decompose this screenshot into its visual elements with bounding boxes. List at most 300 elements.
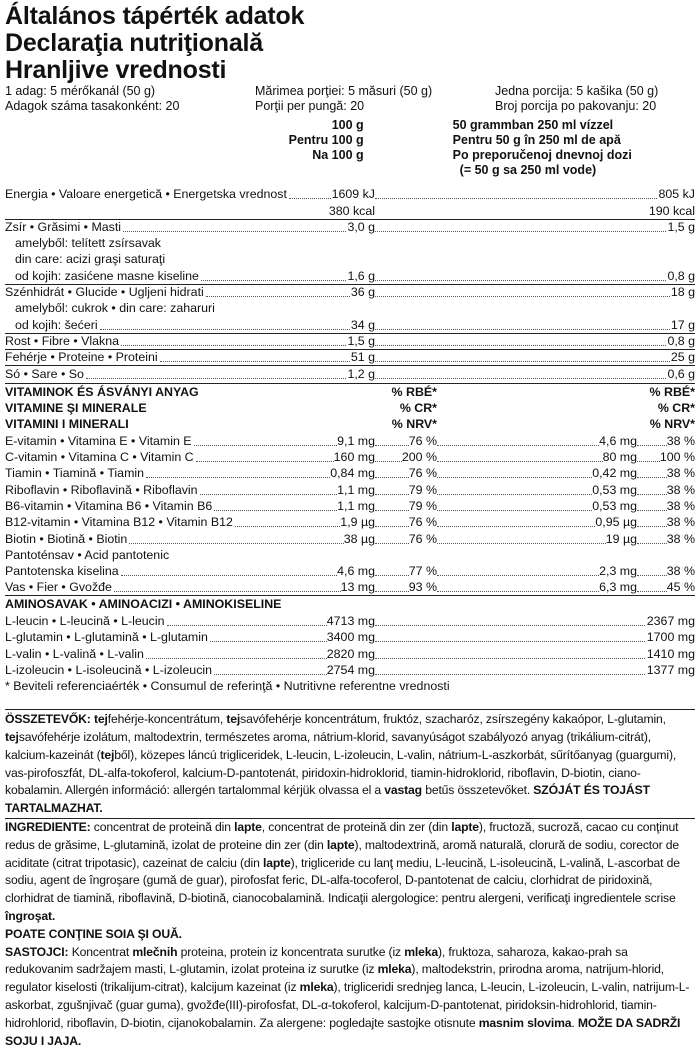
nutrient-right <box>375 366 695 382</box>
leader <box>637 494 667 495</box>
serving-row-1 <box>5 84 695 99</box>
ingredients-hu-text: savófehérje koncentrátum, fruktóz, szacharóz, zsírszegény kakaópor, L-glutamin, <box>240 712 666 727</box>
amino-value-100g: 2820 mg <box>326 646 375 661</box>
leader <box>146 477 330 478</box>
vitamin-header-rda: % NRV* <box>649 417 695 432</box>
nutrient-value-serving: 0,8 g <box>667 333 695 348</box>
vitamin-label: Pantotenska kiselina <box>5 564 119 579</box>
vitamin-row <box>5 481 695 497</box>
ingredients-sr <box>5 944 695 1051</box>
leader <box>637 477 667 478</box>
ingredients-hu-allergen: tej <box>5 730 19 744</box>
leader <box>123 231 346 232</box>
ingredients-hu-allergen: tej <box>226 712 241 727</box>
nutrient-left <box>5 300 375 316</box>
serving-size-ro: Mărimea porţiei: 5 măsuri (50 g) <box>255 84 433 98</box>
nutrient-value-100g: 3,0 g <box>347 219 375 234</box>
leader <box>375 674 645 675</box>
vitamin-pct-100g: 79 % <box>408 498 437 513</box>
vitamin-right <box>437 531 695 547</box>
nutrient-left <box>5 349 375 365</box>
vitamin-row <box>5 579 695 595</box>
leader <box>375 477 409 478</box>
nutrient-label: Só • Sare • So <box>5 366 84 381</box>
leader <box>206 296 350 297</box>
vitamin-rda-100g <box>375 482 437 498</box>
amino-right <box>375 613 695 629</box>
title-sr: Hranljive vrednosti <box>5 56 227 84</box>
vitamin-right <box>437 482 695 498</box>
nutrient-label: Rost • Fibre • Vlakna <box>5 333 120 348</box>
vitamin-left <box>5 579 375 595</box>
vitamin-header-rda: % CR* <box>399 400 437 415</box>
vitamin-pct-serving: 38 % <box>666 466 695 481</box>
vitamin-header-rda: % CR* <box>657 400 695 415</box>
nutrient-row <box>5 219 695 235</box>
nutrient-left <box>5 366 375 382</box>
leader <box>637 591 667 592</box>
title-hu: Általános tápérték adatok <box>5 2 305 30</box>
ingredients-sr-text: ), maltodekstrin, prirodna aroma, natrijum-hlorid, regulator kiselosti (trikalijum-citrat), kalcijum kazeinat (iz <box>5 962 665 995</box>
column-header <box>5 118 695 178</box>
vitamin-pct-serving: 100 % <box>659 450 695 465</box>
leader <box>375 198 657 199</box>
leader <box>637 445 667 446</box>
nutrient-left <box>5 219 375 235</box>
vitamin-rda-100g <box>375 531 437 547</box>
amino-value-serving: 1377 mg <box>646 662 695 677</box>
vitamin-row <box>5 432 695 448</box>
leader <box>114 591 341 592</box>
ingredients-hu-allergen: tej <box>93 712 108 727</box>
vitamin-table <box>5 432 695 595</box>
nutrient-value-serving: 25 g <box>670 350 695 365</box>
nutrient-right <box>375 186 695 202</box>
ingredients-sr-allergen: MOŽE DA SADRŽI SOJU I JAJA. <box>5 1015 681 1048</box>
vitamin-pct-100g: 200 % <box>401 450 437 465</box>
vitamin-value-serving: 0,42 mg <box>592 466 637 481</box>
nutrient-left <box>5 186 375 202</box>
leader <box>375 445 409 446</box>
ingredients-ro-allergen: lapte <box>326 837 355 852</box>
nutrient-row <box>5 202 695 218</box>
nutrient-value-serving: 1,5 g <box>667 219 695 234</box>
leader <box>375 461 402 462</box>
nutrient-label: din care: acizi graşi saturaţi <box>15 252 166 267</box>
nutrient-right <box>375 349 695 365</box>
vitamin-value-100g: 1,1 mg <box>337 498 375 513</box>
leader <box>637 510 667 511</box>
leader <box>637 579 695 595</box>
vitamin-value-serving: 6,3 mg <box>599 580 637 595</box>
leader <box>637 449 695 465</box>
leader <box>375 575 409 576</box>
ingredients-ro-text: ), trigliceride cu lanţ mediu, L-leucină, L-isoleucină, L-valină, L-ascorbat de sodiu, agent de îngroşare (gumă de guar), pirofosfat feric, DL-alfa-tocoferol, D-pantotenat de calciu, clorhidrat de piridoxină, clorhidrat de tiamină, riboflavină, D-biotină, cianocobalamină. Indicaţii alergologice: pentru alergeni, verificaţi ingredientele scrise <box>5 855 680 906</box>
vitamin-header-row <box>5 400 695 416</box>
vitamin-value-serving: 2,3 mg <box>599 564 637 579</box>
vitamin-pct-serving: 38 % <box>666 564 695 579</box>
vitamin-left <box>5 563 375 579</box>
ingredients-sr-text: proteina, protein iz koncentrata surutke (iz <box>177 944 405 959</box>
leader <box>375 625 645 626</box>
vitamin-right <box>437 449 695 465</box>
nutrient-label: od kojih: zasićene masne kiseline <box>15 268 199 283</box>
vitamin-header-label: VITAMINOK ÉS ÁSVÁNYI ANYAG <box>5 384 199 399</box>
amino-left <box>5 646 375 662</box>
vitamin-left <box>5 433 375 449</box>
leader <box>637 433 695 449</box>
leader <box>437 494 592 495</box>
vitamin-label: B6-vitamin • Vitamina B6 • Vitamin B6 <box>5 498 213 513</box>
amino-value-serving: 2367 mg <box>646 614 695 629</box>
serving-size-hu: 1 adag: 5 mérőkanál (50 g) <box>5 84 156 98</box>
nutrient-value-100g: 1609 kJ <box>331 187 375 202</box>
ingredients-ro-allergen: POATE CONŢINE SOIA ŞI OUĂ. <box>5 926 182 941</box>
vitamin-pct-100g: 93 % <box>408 580 437 595</box>
ingredients-hu-allergen: SZÓJÁT ÉS TOJÁST TARTALMAZHAT. <box>5 783 650 816</box>
nutrient-value-100g: 1,5 g <box>347 333 375 348</box>
nutrient-row <box>5 365 695 381</box>
nutrient-right <box>375 203 695 219</box>
leader <box>289 198 331 199</box>
vitamin-header <box>5 384 695 433</box>
nutrient-row <box>5 316 695 332</box>
leader <box>121 345 346 346</box>
ingredients-sr-text: ), fruktoza, saharoza, kakao-prah sa redukovanim sadržajem masti, L-glutamin, izolat proteina iz surutke (iz <box>5 944 628 977</box>
nutrient-row <box>5 349 695 365</box>
nutrient-value-serving: 0,6 g <box>667 366 695 381</box>
leader <box>637 514 695 530</box>
vitamin-rda-100g <box>375 449 437 465</box>
nutrient-right <box>375 317 695 333</box>
nutrient-right <box>375 284 695 300</box>
ingredients-ro <box>5 819 695 926</box>
vitamin-pct-100g: 77 % <box>408 564 437 579</box>
vitamin-label: Biotin • Biotină • Biotin <box>5 531 128 546</box>
vitamin-value-serving: 0,95 µg <box>595 515 637 530</box>
vitamin-label: Tiamin • Tiamină • Tiamin <box>5 466 145 481</box>
amino-label: L-valin • L-valină • L-valin <box>5 646 144 661</box>
ingredients-ro-text: , concentrat de proteină din zer (din <box>261 819 452 834</box>
ingredients-sr-allergen: SASTOJCI: <box>5 944 72 959</box>
vitamin-header-rda: % RBÉ* <box>391 384 437 399</box>
vitamin-value-100g: 1,1 mg <box>337 482 375 497</box>
nutrient-table <box>5 186 695 382</box>
vitamin-row <box>5 514 695 530</box>
nutrient-value-100g: 36 g <box>350 285 375 300</box>
nutrient-value-serving: 17 g <box>670 317 695 332</box>
vitamin-right <box>437 579 695 595</box>
leader <box>637 461 660 462</box>
vitamin-pct-100g: 76 % <box>408 466 437 481</box>
vitamin-label: B12-vitamin • Vitamina B12 • Vitamin B12 <box>5 515 233 530</box>
ingredients-ro-allergen: îngroşat. <box>5 908 56 923</box>
ingredients-ro-allergen: INGREDIENTE: <box>5 819 94 834</box>
amino-row <box>5 645 695 661</box>
amino-row <box>5 629 695 645</box>
vitamin-left <box>5 547 375 563</box>
leader <box>121 575 337 576</box>
ingredients-hu-text: betűs összetevőket. <box>421 783 534 798</box>
vitamin-pct-100g: 79 % <box>408 482 437 497</box>
servings-per-pack-sr: Broj porcija po pakovanju: 20 <box>495 99 657 113</box>
nutrient-value-serving: 18 g <box>670 285 695 300</box>
ingredients-ro-text: ), maltodextrină, aromă naturală, clorură de sodiu, corector de aciditate (citrat tripotasic), cazeinat de calciu (din <box>5 837 680 870</box>
vitamin-header-row <box>5 416 695 432</box>
amino-label: L-leucin • L-leucină • L-leucin <box>5 614 165 629</box>
vitamin-rda-100g <box>375 433 437 449</box>
vitamin-left <box>5 514 375 530</box>
ingredients-sr-allergen: mlečnih <box>132 944 178 959</box>
vitamin-label: C-vitamin • Vitamina C • Vitamin C <box>5 450 194 465</box>
ingredients-hu-text: savófehérje izolátum, maltodextrin, természetes aroma, nátrium-klorid, savanyúságot szabályozó anyag (trikálium-citrát), kalcium-kazeinát ( <box>5 730 652 762</box>
vitamin-value-serving: 19 µg <box>605 531 637 546</box>
amino-right <box>375 662 695 678</box>
ingredients-sr-text: . <box>571 1015 578 1030</box>
ingredients-hu-allergen: vastag <box>384 783 422 798</box>
leader <box>86 378 347 379</box>
ingredients-block <box>5 709 695 1050</box>
ingredients-ro-allergen: lapte <box>234 819 262 834</box>
amino-value-serving: 1410 mg <box>646 646 695 661</box>
nutrient-row <box>5 300 695 316</box>
vitamin-value-100g: 4,6 mg <box>337 564 375 579</box>
servings-per-pack-hu: Adagok száma tasakonként: 20 <box>5 99 180 113</box>
vitamin-value-100g: 160 mg <box>333 450 375 465</box>
amino-label: L-izoleucin • L-isoleucină • L-izoleucin <box>5 662 213 677</box>
amino-value-serving: 1700 mg <box>646 630 695 645</box>
leader <box>235 526 340 527</box>
leader <box>437 543 606 544</box>
title-block <box>5 0 695 84</box>
ingredients-ro-text: concentrat de proteină din <box>93 819 235 834</box>
leader <box>437 461 603 462</box>
amino-row <box>5 613 695 629</box>
vitamin-header-rda: % NRV* <box>391 417 437 432</box>
amino-label: L-glutamin • L-glutamină • L-glutamin <box>5 630 208 645</box>
vitamin-value-100g: 9,1 mg <box>337 433 375 448</box>
vitamin-left <box>5 449 375 465</box>
vitamin-value-serving: 80 mg <box>602 450 637 465</box>
nutrient-left <box>5 251 375 267</box>
leader <box>437 445 599 446</box>
leader <box>196 461 334 462</box>
vitamin-rda-100g <box>375 498 437 514</box>
column-header-per-serving: 50 grammban 250 ml vízzel Pentru 50 g în 250 ml de apă Po preporučenoj dnevnoj dozi (= 50 g sa 250 ml vode) <box>452 118 632 177</box>
leader <box>375 658 645 659</box>
vitamin-pct-serving: 45 % <box>666 580 695 595</box>
vitamin-row <box>5 449 695 465</box>
serving-size-sr: Jedna porcija: 5 kašika (50 g) <box>495 84 659 98</box>
servings-per-pack-ro: Porţii per pungă: 20 <box>255 99 365 113</box>
vitamin-row <box>5 530 695 546</box>
leader <box>637 482 695 498</box>
leader <box>100 329 350 330</box>
vitamin-label: Riboflavin • Riboflavină • Riboflavin <box>5 482 198 497</box>
leader <box>375 510 409 511</box>
vitamin-pct-100g: 76 % <box>408 515 437 530</box>
vitamin-pct-serving: 38 % <box>666 531 695 546</box>
nutrient-row <box>5 186 695 202</box>
vitamin-value-serving: 4,6 mg <box>599 433 637 448</box>
ingredients-hu-allergen: tej <box>100 747 115 762</box>
nutrient-label: Zsír • Grăsimi • Masti <box>5 219 122 234</box>
nutrient-row <box>5 251 695 267</box>
leader <box>375 591 409 592</box>
vitamin-pct-serving: 38 % <box>666 482 695 497</box>
nutrient-left <box>5 284 375 300</box>
vitamin-right <box>437 498 695 514</box>
vitamin-row <box>5 498 695 514</box>
vitamin-pct-100g: 76 % <box>408 433 437 448</box>
vitamin-rda-100g <box>375 465 437 481</box>
vitamin-value-100g: 13 mg <box>340 580 375 595</box>
ingredients-hu-text: ből), közepes láncú trigliceridek, L-leucin, L-izoleucin, L-valin, nátrium-L-aszkorbát, sűrítőanyag (guargumi), vas-pirofoszfát, DL-alfa-tokoferol, kalcium-D-pantotenát, piridoxin-hidroklorid, tiamin-hidroklorid, riboflavin, D-biotin, ciano-kobalamin. Allergén információ: allergén tartalommal kérjük olvassa el a <box>5 747 677 798</box>
leader <box>375 378 666 379</box>
vitamin-row <box>5 465 695 481</box>
vitamin-header-label: VITAMINE ŞI MINERALE <box>5 400 147 415</box>
vitamin-rda-100g <box>375 579 437 595</box>
nutrient-left <box>5 333 375 349</box>
amino-header: AMINOSAVAK • AMINOACIZI • AMINOKISELINE <box>5 597 282 612</box>
leader <box>375 526 409 527</box>
leader <box>375 543 409 544</box>
leader <box>437 526 595 527</box>
leader <box>375 641 645 642</box>
vitamin-value-100g: 1,9 µg <box>340 515 375 530</box>
ingredients-hu <box>5 711 695 818</box>
nutrient-value-100g: 380 kcal <box>328 203 375 218</box>
nutrient-row <box>5 333 695 349</box>
vitamin-pct-serving: 38 % <box>666 433 695 448</box>
nutrient-left <box>5 235 375 251</box>
leader <box>637 563 695 579</box>
nutrient-label: amelyből: telített zsírsavak <box>15 236 161 251</box>
vitamin-right <box>437 433 695 449</box>
leader <box>437 477 592 478</box>
leader <box>637 575 667 576</box>
leader <box>375 345 666 346</box>
leader <box>200 494 338 495</box>
amino-left <box>5 629 375 645</box>
vitamin-header-rda: % RBÉ* <box>649 384 695 399</box>
vitamin-label: Vas • Fier • Gvožđe <box>5 580 112 595</box>
vitamin-left <box>5 531 375 547</box>
ingredients-sr-text: ), trigliceridi srednjeg lanca, L-leucin, L-izoleucin, L-valin, natrijum-L-askorbat, zgušnjivač (guar guma), gvožđe(III)-pirofosfat, DL-α-tokoferol, kalcijum-D-pantotenat, piridoksin-hidrohlorid, tiamin-hidrohlorid, riboflavin, D-biotin, cijanokobalamin. Za alergene: pogledajte sastojke otisnute <box>5 980 690 1030</box>
vitamin-value-100g: 38 µg <box>343 531 375 546</box>
vitamin-header-row <box>5 384 695 400</box>
vitamin-right <box>437 563 695 579</box>
vitamin-rda-100g <box>375 563 437 579</box>
nutrient-right <box>375 333 695 349</box>
ingredients-ro-text: ), fructoză, sucroză, cacao cu conţinut redus de grăsime, L-glutamină, izolat de proteine din zer (din <box>5 819 679 852</box>
amino-table <box>5 613 695 678</box>
leader <box>160 361 350 362</box>
nutrient-label: amelyből: cukrok • din care: zaharuri <box>15 301 215 316</box>
leader <box>194 445 338 446</box>
ingredients-sr-allergen: mleka <box>377 962 412 977</box>
nutrient-value-serving: 190 kcal <box>648 203 695 218</box>
nutrient-label: Energia • Valoare energetică • Energetska vrednost <box>5 187 287 202</box>
nutrient-value-100g: 34 g <box>350 317 375 332</box>
vitamin-left <box>5 465 375 481</box>
ingredients-sr-allergen: mleka <box>299 980 334 995</box>
leader <box>437 575 599 576</box>
amino-right <box>375 646 695 662</box>
nutrient-left <box>5 268 375 284</box>
column-header-per100g: 100 g Pentru 100 g Na 100 g <box>288 118 364 162</box>
vitamin-value-serving: 0,53 mg <box>592 498 637 513</box>
leader <box>437 510 592 511</box>
vitamin-pct-serving: 38 % <box>666 498 695 513</box>
vitamin-right <box>437 465 695 481</box>
amino-value-100g: 4713 mg <box>326 614 375 629</box>
leader <box>375 296 670 297</box>
amino-left <box>5 662 375 678</box>
nutrient-right <box>375 219 695 235</box>
serving-row-2 <box>5 99 695 114</box>
leader <box>375 329 670 330</box>
ingredients-ro-allergen: lapte <box>451 819 479 834</box>
nutrient-value-100g: 1,6 g <box>347 268 375 283</box>
nutrient-value-100g: 1,2 g <box>347 366 375 381</box>
nutrient-row <box>5 284 695 300</box>
vitamin-rda-100g <box>375 514 437 530</box>
nutrient-label: Szénhidrát • Glucide • Ugljeni hidrati <box>5 285 204 300</box>
leader <box>201 280 347 281</box>
leader <box>637 498 695 514</box>
footnote: * Beviteli referenciaérték • Consumul de referinţă • Nutritivne referentne vrednosti <box>5 678 450 693</box>
amino-right <box>375 629 695 645</box>
vitamin-row <box>5 563 695 579</box>
nutrient-row <box>5 267 695 283</box>
leader <box>637 543 667 544</box>
vitamin-pct-serving: 38 % <box>666 515 695 530</box>
nutrient-right <box>375 268 695 284</box>
nutrient-value-serving: 0,8 g <box>667 268 695 283</box>
vitamin-pct-100g: 76 % <box>408 531 437 546</box>
leader <box>375 494 409 495</box>
vitamin-value-serving: 0,53 mg <box>592 482 637 497</box>
vitamin-label: Pantoténsav • Acid pantotenic <box>5 547 170 562</box>
ingredients-sr-text: Koncentrat <box>71 944 133 959</box>
amino-left <box>5 613 375 629</box>
vitamin-right <box>437 514 695 530</box>
ingredients-hu-allergen: ÖSSZETEVŐK: <box>5 712 94 727</box>
leader <box>214 510 337 511</box>
vitamin-label: E-vitamin • Vitamina E • Vitamin E <box>5 433 192 448</box>
leader <box>375 231 666 232</box>
leader <box>129 543 343 544</box>
title-ro: Declaraţia nutriţională <box>5 29 263 57</box>
nutrient-row <box>5 235 695 251</box>
ingredients-ro-allergen: lapte <box>262 855 291 870</box>
nutrient-label: od kojih: šećeri <box>15 317 98 332</box>
leader <box>437 591 599 592</box>
vitamin-row <box>5 547 695 563</box>
vitamin-header-label: VITAMINI I MINERALI <box>5 417 129 432</box>
nutrient-left <box>5 203 375 219</box>
amino-value-100g: 3400 mg <box>326 630 375 645</box>
nutrient-label: Fehérje • Proteine • Proteini <box>5 350 158 365</box>
ingredients-sr-allergen: masnim slovima <box>478 1015 572 1030</box>
amino-value-100g: 2754 mg <box>326 662 375 677</box>
leader <box>637 531 695 547</box>
nutrient-value-serving: 805 kJ <box>658 187 695 202</box>
nutrient-value-100g: 51 g <box>350 350 375 365</box>
nutrient-left <box>5 317 375 333</box>
ingredients-sr-allergen: mleka <box>404 944 439 959</box>
